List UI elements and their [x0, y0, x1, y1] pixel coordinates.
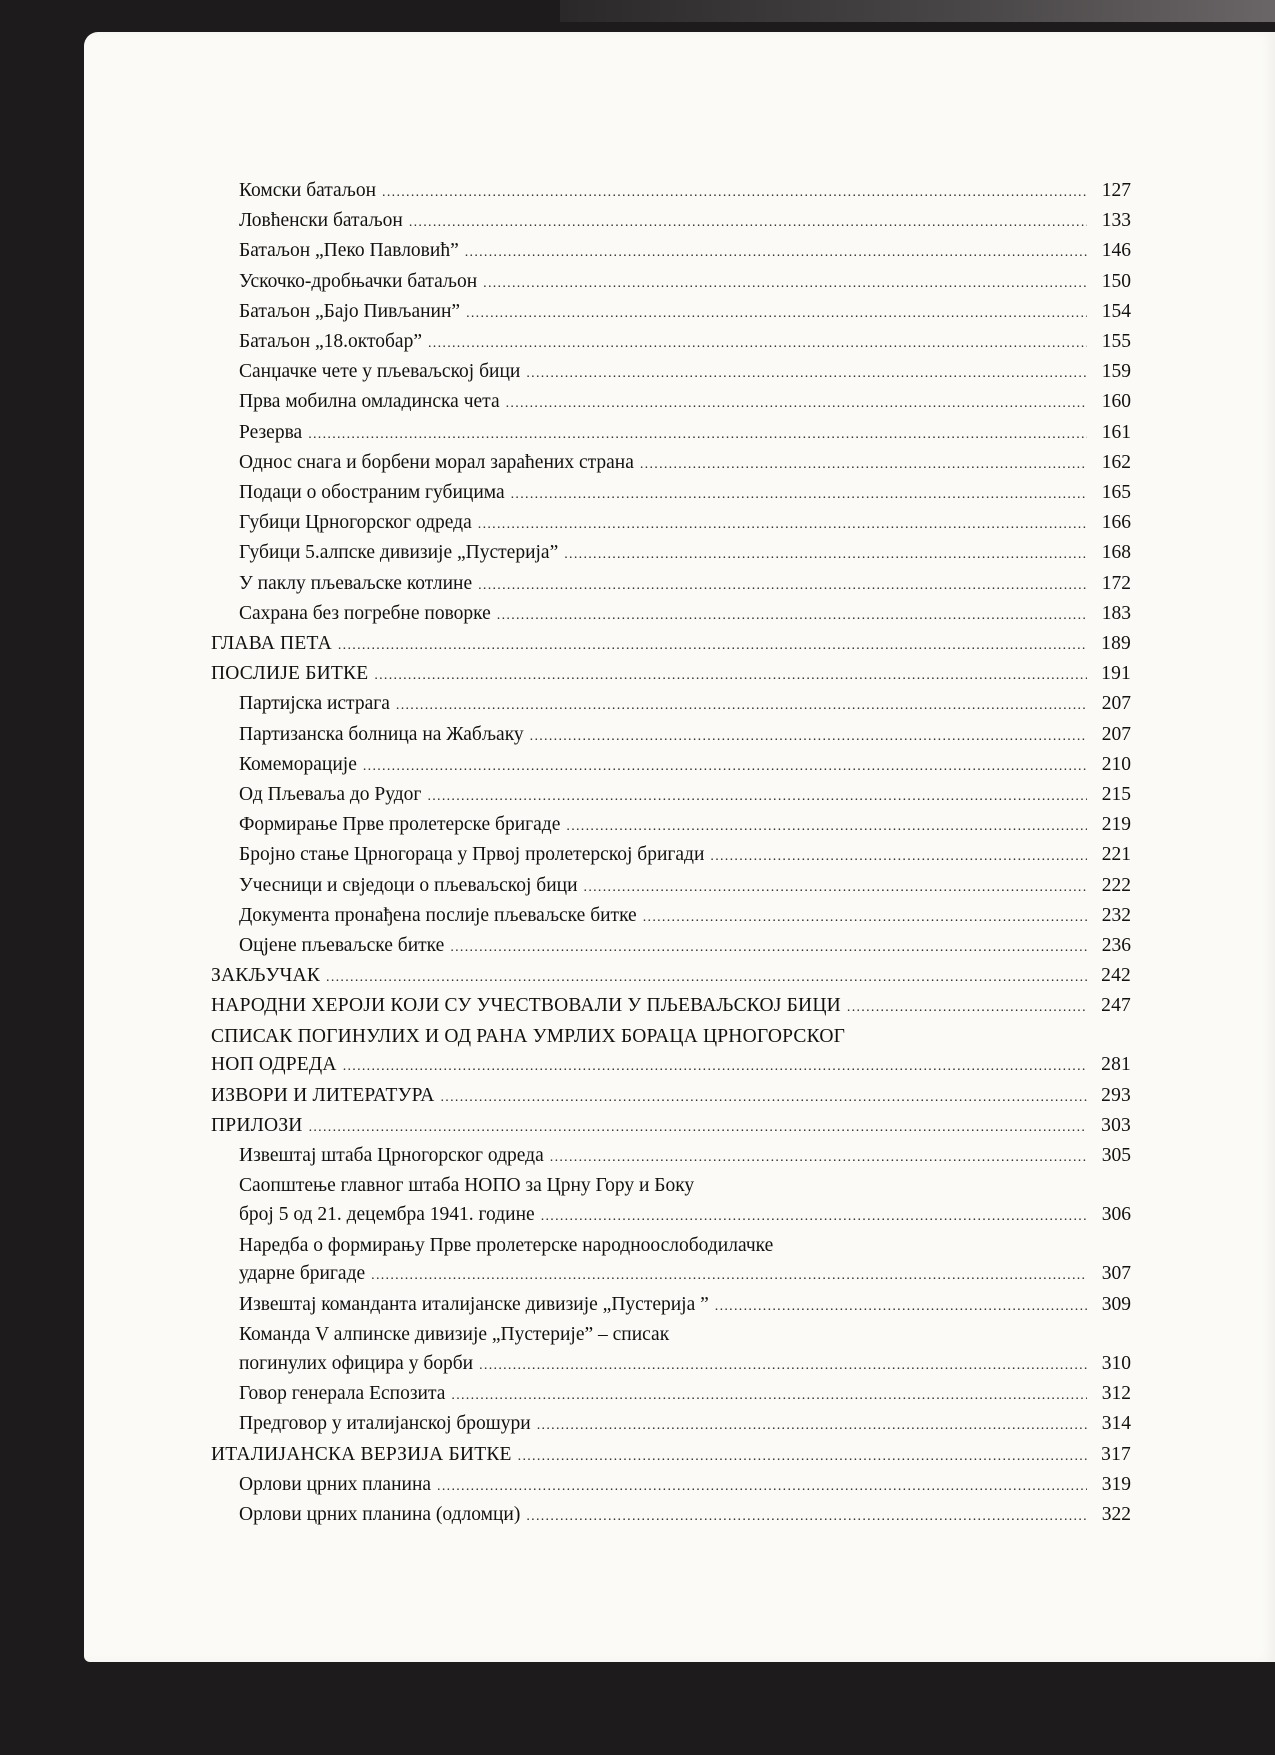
toc-entry-title: Сахрана без погребне поворке [239, 602, 491, 624]
toc-entry-title: Партијска истрага [239, 693, 390, 715]
toc-entry [211, 298, 1131, 328]
toc-entry-page-number: 154 [1101, 300, 1131, 322]
toc-entry-title: Орлови црних планина [239, 1473, 432, 1495]
toc-entry-page-number: 322 [1101, 1504, 1131, 1526]
toc-entry-title: Однос снага и борбени морал зараћених страна [239, 451, 634, 473]
toc-entry-page-number: 305 [1101, 1145, 1131, 1167]
toc-entry [211, 449, 1131, 479]
toc-entry-title: Подаци о обостраним губицима [239, 482, 505, 504]
toc-entry-title-line1: СПИСАК ПОГИНУЛИХ И ОД РАНА УМРЛИХ БОРАЦА ЦРНОГОРСКОГ [211, 1025, 846, 1047]
toc-entry [211, 690, 1131, 720]
toc-entry-page-number: 312 [1101, 1383, 1131, 1405]
toc-entry-page-number: 162 [1101, 451, 1131, 473]
toc-entry-title: Батаљон „18.октобар” [239, 331, 422, 353]
dot-leader [338, 632, 1087, 660]
toc-entry-title: НОП ОДРЕДА [211, 1054, 337, 1076]
toc-entry-title: Ловћенски батаљон [239, 210, 403, 232]
toc-entry-page-number: 207 [1101, 723, 1131, 745]
toc-entry [211, 177, 1131, 207]
scanner-edge [560, 0, 1275, 22]
toc-entry-title-line1: Наредба о формирању Прве пролетерске народноослободилачке [239, 1234, 774, 1256]
toc-entry-title: НАРОДНИ ХЕРОЈИ КОЈИ СУ УЧЕСТВОВАЛИ У ПЉЕВАЉСКОЈ БИЦИ [211, 995, 841, 1017]
dot-leader [374, 662, 1087, 690]
dot-leader [526, 360, 1087, 388]
toc-entry [211, 539, 1131, 569]
toc-entry-page-number: 146 [1101, 240, 1131, 262]
dot-leader [382, 179, 1087, 207]
dot-leader [541, 1203, 1087, 1232]
dot-leader [483, 270, 1087, 298]
toc-entry [211, 932, 1131, 962]
toc-entry-title: Формирање Прве пролетерске бригаде [239, 814, 561, 836]
dot-leader [566, 813, 1087, 841]
toc-entry-page-number: 160 [1101, 391, 1131, 413]
toc-entry-page-number: 242 [1101, 965, 1131, 987]
toc-entry [211, 1023, 1131, 1082]
toc-entry [211, 388, 1131, 418]
dot-leader [564, 541, 1087, 569]
dot-leader [441, 1084, 1088, 1112]
toc-entry [211, 962, 1131, 992]
toc-entry-page-number: 155 [1101, 331, 1131, 353]
toc-entry-page-number: 293 [1101, 1084, 1131, 1106]
dot-leader [511, 481, 1087, 509]
toc-entry [211, 1321, 1131, 1380]
toc-entry-title: ГЛАВА ПЕТА [211, 633, 332, 655]
toc-entry [211, 1471, 1131, 1501]
toc-entry [211, 1501, 1131, 1531]
dot-leader [309, 1114, 1087, 1142]
toc-entry-title: Бројно стање Црногораца у Првој пролетерској бригади [239, 844, 705, 866]
toc-entry-title: Губици Црногорског одреда [239, 512, 472, 534]
toc-entry [211, 811, 1131, 841]
toc-entry-page-number: 166 [1101, 512, 1131, 534]
toc-entry [211, 358, 1131, 388]
toc-entry-title: број 5 од 21. децембра 1941. године [239, 1204, 535, 1226]
toc-entry [211, 841, 1131, 871]
toc-entry [211, 207, 1131, 237]
toc-entry-title: ИТАЛИЈАНСКА ВЕРЗИЈА БИТКЕ [211, 1443, 512, 1465]
dot-leader [478, 511, 1087, 539]
toc-entry-title: Прва мобилна омладинска чета [239, 391, 500, 413]
toc-entry [211, 419, 1131, 449]
dot-leader [427, 783, 1087, 811]
toc-entry-page-number: 219 [1101, 814, 1131, 836]
toc-entry-page-number: 172 [1101, 572, 1131, 594]
toc-entry [211, 328, 1131, 358]
toc-entry-page-number: 236 [1101, 935, 1131, 957]
toc-entry-title-line1: Команда V алпинске дивизије „Пустерије” – списак [239, 1324, 670, 1346]
toc-entry-page-number: 210 [1101, 753, 1131, 775]
toc-entry-title: ПОСЛИЈЕ БИТКЕ [211, 663, 369, 685]
dot-leader [530, 723, 1087, 751]
toc-entry-page-number: 309 [1101, 1293, 1131, 1315]
dot-leader [479, 1352, 1087, 1381]
toc-entry [211, 1142, 1131, 1172]
toc-entry-title: Санџачке чете у пљеваљској бици [239, 361, 521, 383]
toc-entry [211, 1112, 1131, 1142]
dot-leader [428, 330, 1087, 358]
toc-entry-title: Батаљон „Бајо Пивљанин” [239, 300, 461, 322]
toc-entry-title: Учесници и свједоци о пљеваљској бици [239, 874, 578, 896]
dot-leader [526, 1503, 1087, 1531]
toc-entry-page-number: 165 [1101, 482, 1131, 504]
dot-leader [371, 1262, 1087, 1291]
dot-leader [451, 1382, 1087, 1410]
toc-entry-title: Орлови црних планина (одломци) [239, 1504, 521, 1526]
dot-leader [308, 421, 1087, 449]
dot-leader [396, 692, 1087, 720]
toc-entry-title: Комски батаљон [239, 180, 377, 201]
dot-leader [466, 300, 1087, 328]
toc-entry-title: Партизанска болница на Жабљаку [239, 723, 524, 745]
toc-entry [211, 992, 1131, 1022]
toc-entry [211, 1380, 1131, 1410]
toc-entry [211, 781, 1131, 811]
toc-entry-page-number: 281 [1101, 1054, 1131, 1076]
toc-entry-title: Говор генерала Еспозита [239, 1383, 446, 1405]
dot-leader [584, 874, 1087, 902]
toc-entry [211, 237, 1131, 267]
dot-leader [715, 1293, 1087, 1321]
toc-entry-page-number: 168 [1101, 542, 1131, 564]
toc-entry-page-number: 127 [1101, 180, 1131, 201]
dot-leader [363, 753, 1087, 781]
dot-leader [450, 934, 1087, 962]
toc-entry-page-number: 247 [1101, 995, 1131, 1017]
toc-entry [211, 479, 1131, 509]
toc-entry [211, 902, 1131, 932]
dot-leader [537, 1412, 1087, 1440]
dot-leader [847, 994, 1087, 1022]
toc-entry-page-number: 232 [1101, 904, 1131, 926]
toc-entry-title: ПРИЛОЗИ [211, 1115, 303, 1137]
dot-leader [478, 572, 1087, 600]
toc-entry [211, 1410, 1131, 1440]
toc-entry [211, 509, 1131, 539]
dot-leader [497, 602, 1087, 630]
toc-entry-title: Документа пронађена послије пљеваљске битке [239, 904, 637, 926]
toc-entry-title-line1: Саопштење главног штаба НОПО за Црну Гору и Боку [239, 1175, 695, 1197]
toc-entry-page-number: 161 [1101, 421, 1131, 443]
toc-entry-title: Батаљон „Пеко Павловић” [239, 240, 459, 262]
toc-entry [211, 1232, 1131, 1291]
toc-entry-page-number: 319 [1101, 1473, 1131, 1495]
toc-entry-title: Од Пљеваља до Рудог [239, 784, 422, 806]
dot-leader [710, 843, 1087, 871]
toc-entry [211, 570, 1131, 600]
toc-entry-page-number: 314 [1101, 1413, 1131, 1435]
toc-entry-title: ИЗВОРИ И ЛИТЕРАТУРА [211, 1084, 435, 1106]
dot-leader [465, 239, 1087, 267]
toc-entry [211, 1441, 1131, 1471]
toc-entry-page-number: 307 [1101, 1263, 1131, 1285]
toc-entry-page-number: 310 [1101, 1352, 1131, 1374]
toc-entry-page-number: 306 [1101, 1204, 1131, 1226]
toc-entry-title: погинулих официра у борби [239, 1352, 474, 1374]
toc-entry-page-number: 150 [1101, 270, 1131, 292]
toc-entry [211, 1291, 1131, 1321]
toc-entry-page-number: 183 [1101, 602, 1131, 624]
toc-entry-title: Резерва [239, 421, 303, 443]
toc-entry-page-number: 221 [1101, 844, 1131, 866]
dot-leader [643, 904, 1087, 932]
toc-entry-page-number: 303 [1101, 1115, 1131, 1137]
toc-entry-page-number: 317 [1101, 1443, 1131, 1465]
toc-entry-title: ЗАКЉУЧАК [211, 965, 321, 987]
toc-entry-title: Губици 5.алпске дивизије „Пустерија” [239, 542, 559, 564]
toc-entry [211, 630, 1131, 660]
toc-entry [211, 660, 1131, 690]
dot-leader [518, 1443, 1087, 1471]
toc-entry-title: Предговор у италијанској брошури [239, 1413, 531, 1435]
dot-leader [437, 1473, 1087, 1501]
toc-entry-page-number: 191 [1101, 663, 1131, 685]
toc-entry-title: Ускочко-дробњачки батаљон [239, 270, 478, 292]
toc-entry-page-number: 207 [1101, 693, 1131, 715]
dot-leader [506, 390, 1087, 418]
toc-entry-page-number: 159 [1101, 361, 1131, 383]
toc-entry-title: Извештај штаба Црногорског одреда [239, 1145, 544, 1167]
toc-entry [211, 872, 1131, 902]
toc-entry [211, 600, 1131, 630]
dot-leader [550, 1144, 1087, 1172]
toc-entry-title: ударне бригаде [239, 1263, 366, 1285]
dot-leader [343, 1053, 1087, 1082]
toc-entry-page-number: 133 [1101, 210, 1131, 232]
toc-entry-page-number: 215 [1101, 784, 1131, 806]
dot-leader [409, 209, 1087, 237]
toc-entry-title: Извештај команданта италијанске дивизије „Пустерија ” [239, 1293, 709, 1315]
toc-entry-title: Оцјене пљеваљске битке [239, 935, 445, 957]
dot-leader [326, 964, 1087, 992]
toc-entry [211, 1082, 1131, 1112]
toc-entry-page-number: 222 [1101, 874, 1131, 896]
toc-entry [211, 751, 1131, 781]
toc-entry [211, 1172, 1131, 1231]
table-of-contents [211, 177, 1131, 1531]
dot-leader [640, 451, 1087, 479]
toc-entry-title: Комеморације [239, 753, 357, 775]
toc-entry [211, 268, 1131, 298]
toc-entry [211, 721, 1131, 751]
toc-entry-title: У паклу пљеваљске котлине [239, 572, 473, 594]
toc-entry-page-number: 189 [1101, 633, 1131, 655]
